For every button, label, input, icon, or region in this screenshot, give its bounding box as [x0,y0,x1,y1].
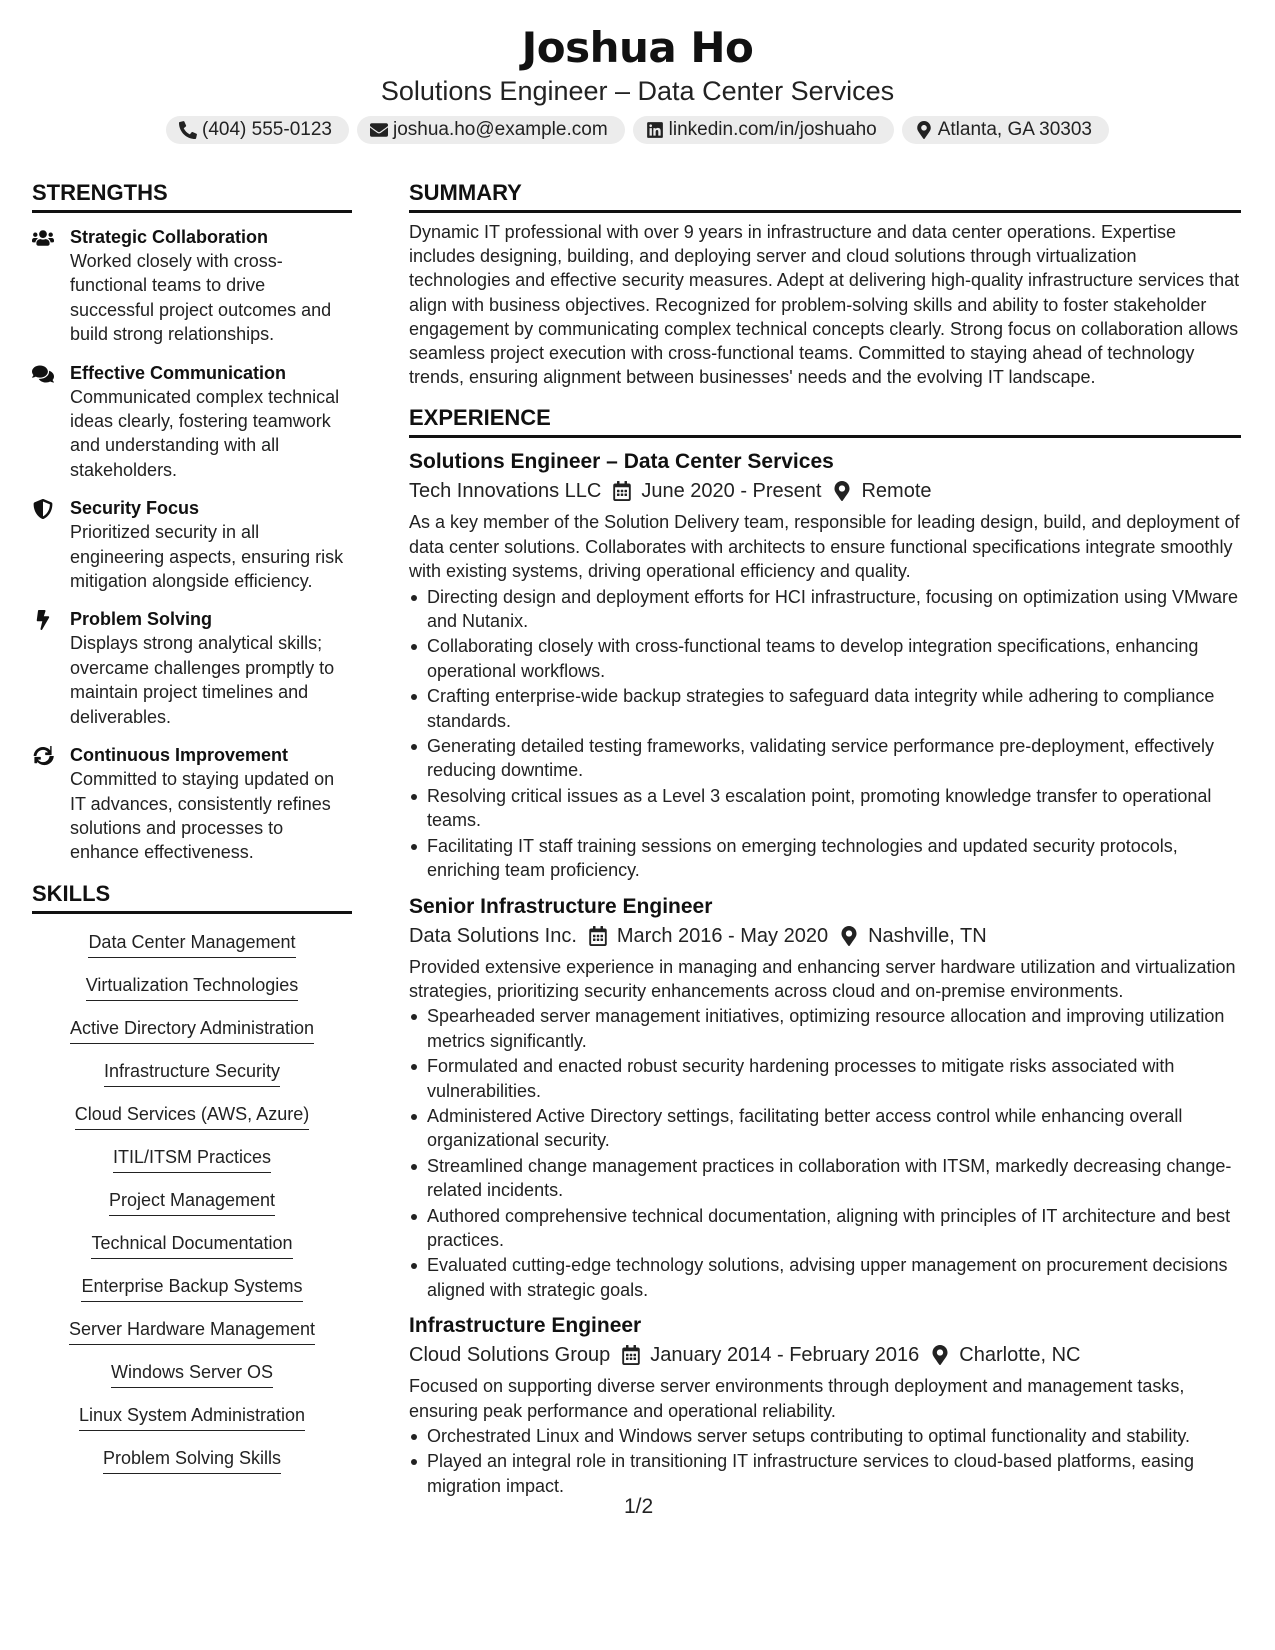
calendar-icon [613,481,631,501]
contact-email[interactable] [357,116,625,144]
bullet-item: Administered Active Directory settings, facilitating better access control while enhancing overall organizational security. [409,1104,1241,1153]
skill-item: Linux System Administration [79,1403,305,1431]
skill-item: Problem Solving Skills [103,1446,281,1474]
bolt-icon [32,610,54,630]
job-location: Nashville, TN [868,924,987,947]
calendar-icon [589,926,607,946]
bullet-item: Evaluated cutting-edge technology solutions, advising upper management on procurement decisions aligned with strategic goals. [409,1253,1241,1302]
skill-item: Enterprise Backup Systems [81,1274,302,1302]
job-bullets [409,1424,1241,1498]
skill-item: Data Center Management [88,930,295,958]
bullet-item: Directing design and deployment efforts for HCI infrastructure, focusing on optimization using VMware and Nutanix. [409,585,1241,634]
skill-item: Technical Documentation [91,1231,292,1259]
strength-desc: Communicated complex technical ideas clearly, fostering teamwork and understanding with all stakeholders. [70,386,340,480]
job-company: Tech Innovations LLC [409,480,602,503]
skill-item: Server Hardware Management [69,1317,315,1345]
linkedin-icon [646,121,664,139]
bullet-item: Formulated and enacted robust security hardening processes to mitigate risks associated with vulnerabilities. [409,1054,1241,1103]
candidate-name: Joshua Ho [521,23,754,72]
location-text: Atlanta, GA 30303 [937,119,1092,140]
skill-item: ITIL/ITSM Practices [113,1145,271,1173]
strength-title: Security Focus [70,498,200,519]
skill-item: Active Directory Administration [70,1016,314,1044]
resume-body [32,178,1243,1499]
calendar-icon [622,1345,640,1365]
job-company: Cloud Solutions Group [409,1344,611,1367]
bullet-item: Streamlined change management practices in collaboration with ITSM, markedly decreasing change-related incidents. [409,1154,1241,1203]
job-title: Infrastructure Engineer [409,1314,642,1338]
job-meta [409,1340,1241,1370]
job-description: As a key member of the Solution Delivery team, responsible for leading design, build, and deployment of data center solutions. Collaborates with architects to ensure functional specifications integrate smoothly with existing systems, driving operational efficiency and quality. [409,512,1240,582]
contact-phone[interactable] [166,116,349,144]
strength-item [32,607,352,729]
strength-desc: Prioritized security in all engineering aspects, ensuring risk mitigation alongside efficiency. [70,522,344,592]
email-text: joshua.ho@example.com [392,119,608,140]
contact-bar [0,116,1275,144]
strength-desc: Committed to staying updated on IT advances, consistently refines solutions and processes to enhance effectiveness. [70,769,335,863]
job-bullets [409,1004,1241,1302]
skills-list [32,930,352,1489]
map-marker-icon [833,481,851,501]
envelope-icon [370,121,388,139]
map-marker-icon [931,1345,949,1365]
resume-header [0,0,1275,144]
job-dates: January 2014 - February 2016 [650,1344,920,1367]
candidate-headline: Solutions Engineer – Data Center Services [380,76,895,106]
strength-item [32,361,352,483]
strength-desc: Displays strong analytical skills; overcame challenges promptly to maintain project timelines and deliverables. [70,633,335,727]
summary-heading: SUMMARY [409,178,1241,213]
skills-heading: SKILLS [32,879,352,914]
skill-item: Infrastructure Security [104,1059,280,1087]
job-entry [409,448,1241,882]
right-column [409,178,1241,1499]
experience-heading: EXPERIENCE [409,403,1241,438]
bullet-item: Facilitating IT staff training sessions on emerging technologies and updated security protocols, enriching team proficiency. [409,834,1241,883]
bullet-item: Authored comprehensive technical documentation, aligning with principles of IT architecture and best practices. [409,1204,1241,1253]
sync-icon [32,746,54,766]
skill-item: Project Management [109,1188,275,1216]
strength-item [32,225,352,347]
phone-text: (404) 555-0123 [202,119,332,140]
contact-linkedin[interactable] [633,116,894,144]
page-number: 1/2 [624,1495,654,1518]
job-location: Remote [861,480,932,503]
bullet-item: Orchestrated Linux and Windows server setups contributing to optimal functionality and stability. [409,1424,1241,1448]
strengths-list [32,225,352,865]
strength-title: Problem Solving [70,609,213,630]
job-title: Senior Infrastructure Engineer [409,894,713,918]
map-marker-icon [915,121,933,139]
job-bullets [409,585,1241,883]
shield-icon [32,499,54,519]
strength-title: Strategic Collaboration [70,227,269,247]
job-meta [409,476,1241,506]
job-dates: June 2020 - Present [641,480,822,503]
linkedin-text: linkedin.com/in/joshuaho [668,119,877,140]
comments-icon [32,364,54,384]
strength-item [32,496,352,593]
job-company: Data Solutions Inc. [409,924,577,947]
left-column [32,178,352,1499]
job-entry [409,893,1241,1303]
skill-item: Cloud Services (AWS, Azure) [75,1102,309,1130]
bullet-item: Crafting enterprise-wide backup strategies to safeguard data integrity while adhering to compliance standards. [409,684,1241,733]
users-icon [32,228,54,248]
bullet-item: Spearheaded server management initiatives, optimizing resource allocation and improving utilization metrics significantly. [409,1004,1241,1053]
job-location: Charlotte, NC [959,1344,1081,1367]
skill-item: Windows Server OS [111,1360,273,1388]
strength-item [32,743,352,865]
job-dates: March 2016 - May 2020 [616,924,829,947]
summary-text: Dynamic IT professional with over 9 years in infrastructure and data center operations. Expertise includes designing, building, and deploying server and cloud solutions through virtualization technologies and effective security measures. Adept at delivering high-quality infrastructure services that align with business objectives. Recognized for problem-solving skills and ability to foster stakeholder engagement by communicating complex technical concepts clearly. Strong focus on collaboration allows seamless project execution with cross-functional teams. Committed to staying ahead of technology trends, ensuring alignment between businesses' needs and the evolving IT landscape. [409,222,1240,388]
job-description: Focused on supporting diverse server environments through deployment and management tasks, ensuring peak performance and operational reliability. [409,1376,1185,1421]
phone-icon [179,121,197,139]
map-marker-icon [840,926,858,946]
strength-title: Continuous Improvement [70,745,289,766]
strength-title: Effective Communication [70,362,287,383]
strength-desc: Worked closely with cross-functional teams to drive successful project outcomes and build strong relationships. [70,251,332,345]
contact-location [902,116,1109,144]
bullet-item: Resolving critical issues as a Level 3 escalation point, promoting knowledge transfer to operational teams. [409,784,1241,833]
bullet-item: Collaborating closely with cross-functional teams to develop integration specifications, enhancing operational workflows. [409,634,1241,683]
job-title: Solutions Engineer – Data Center Services [409,450,834,474]
bullet-item: Generating detailed testing frameworks, validating service performance pre-deployment, effectively reducing downtime. [409,734,1241,783]
job-meta [409,921,1241,951]
job-description: Provided extensive experience in managing and enhancing server hardware utilization and virtualization strategies, prioritizing security enhancements across cloud and on-premise environments. [409,956,1236,1001]
bullet-item: Played an integral role in transitioning IT infrastructure services to cloud-based platforms, easing migration impact. [409,1449,1241,1498]
job-entry [409,1312,1241,1498]
skill-item: Virtualization Technologies [86,973,298,1001]
strengths-heading: STRENGTHS [32,178,352,213]
